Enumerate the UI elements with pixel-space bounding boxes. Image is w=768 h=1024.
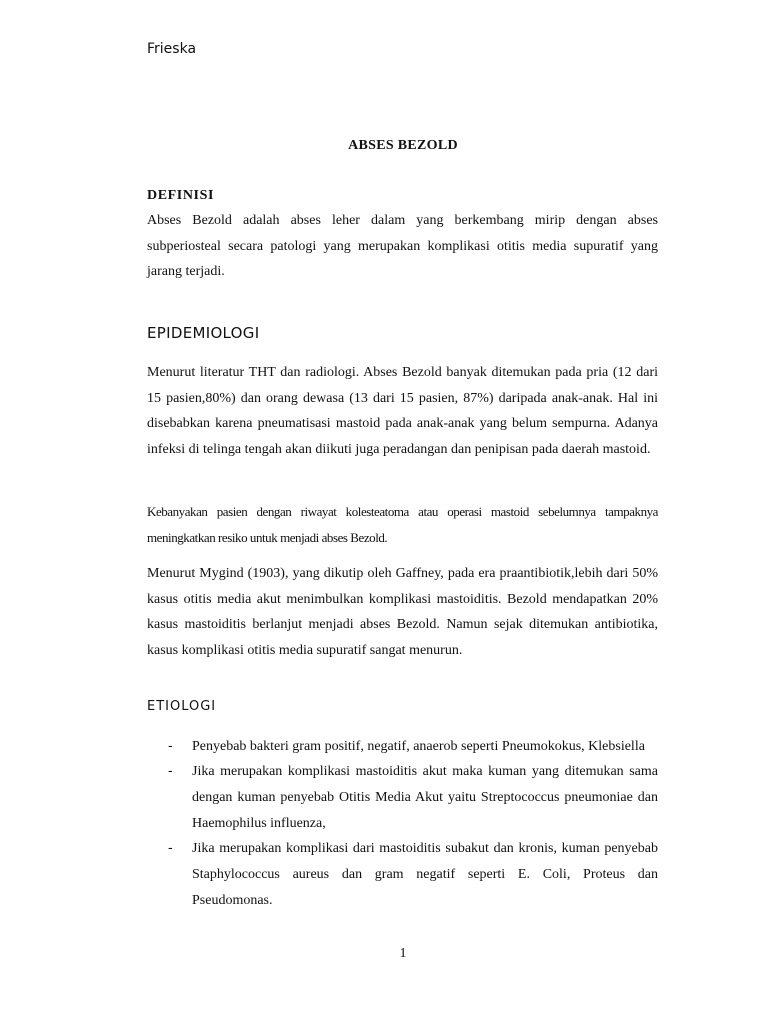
page-number: 1 — [399, 946, 407, 961]
heading-etiologi: ETIOLOGI — [147, 699, 217, 714]
list-item — [147, 836, 658, 914]
heading-epidemiologi: EPIDEMIOLOGI — [147, 324, 260, 342]
definisi-paragraph: Abses Bezold adalah abses leher dalam yang berkembang mirip dengan abses subperiosteal secara patologi yang merupakan komplikasi otitis media supuratif yang jarang terjadi. — [147, 213, 658, 279]
list-item — [147, 734, 658, 760]
bullet-dash: - — [168, 764, 173, 779]
header-author: Frieska — [147, 41, 197, 57]
bullet-dash: - — [168, 739, 173, 754]
list-item-text: Jika merupakan komplikasi mastoiditis akut maka kuman yang ditemukan sama dengan kuman penyebab Otitis Media Akut yaitu Streptococcus pneumoniae dan Haemophilus influenza, — [192, 764, 658, 831]
bullet-dash: - — [168, 841, 173, 856]
list-item-text: Penyebab bakteri gram positif, negatif, anaerob seperti Pneumokokus, Klebsiella — [192, 739, 645, 754]
epidemiologi-paragraph-1: Menurut literatur THT dan radiologi. Abses Bezold banyak ditemukan pada pria (12 dari 15 pasien,80%) dan orang dewasa (13 dari 15 pasien, 87%) daripada anak-anak. Hal ini disebabkan karena pneumatisasi mastoid pada anak-anak yang belum sempurna. Adanya infeksi di telinga tengah akan diikuti juga peradangan dan penipisan pada daerah mastoid. — [147, 365, 658, 457]
etiologi-list — [147, 734, 658, 913]
document-title: ABSES BEZOLD — [348, 138, 458, 153]
list-item — [147, 759, 658, 837]
heading-definisi: DEFINISI — [147, 188, 215, 203]
list-item-text: Jika merupakan komplikasi dari mastoiditis subakut dan kronis, kuman penyebab Staphylococcus aureus dan gram negatif seperti E. Coli, Proteus dan Pseudomonas. — [192, 841, 658, 908]
epidemiologi-paragraph-3: Menurut Mygind (1903), yang dikutip oleh Gaffney, pada era praantibiotik,lebih dari 50% kasus otitis media akut menimbulkan komplikasi mastoiditis. Bezold mendapatkan 20% kasus mastoiditis berlanjut menjadi abses Bezold. Namun sejak ditemukan antibiotika, kasus komplikasi otitis media supuratif sangat menurun. — [147, 566, 658, 658]
epidemiologi-paragraph-2: Kebanyakan pasien dengan riwayat kolesteatoma atau operasi mastoid sebelumnya tampaknya meningkatkan resiko untuk menjadi abses Bezold. — [147, 504, 658, 545]
